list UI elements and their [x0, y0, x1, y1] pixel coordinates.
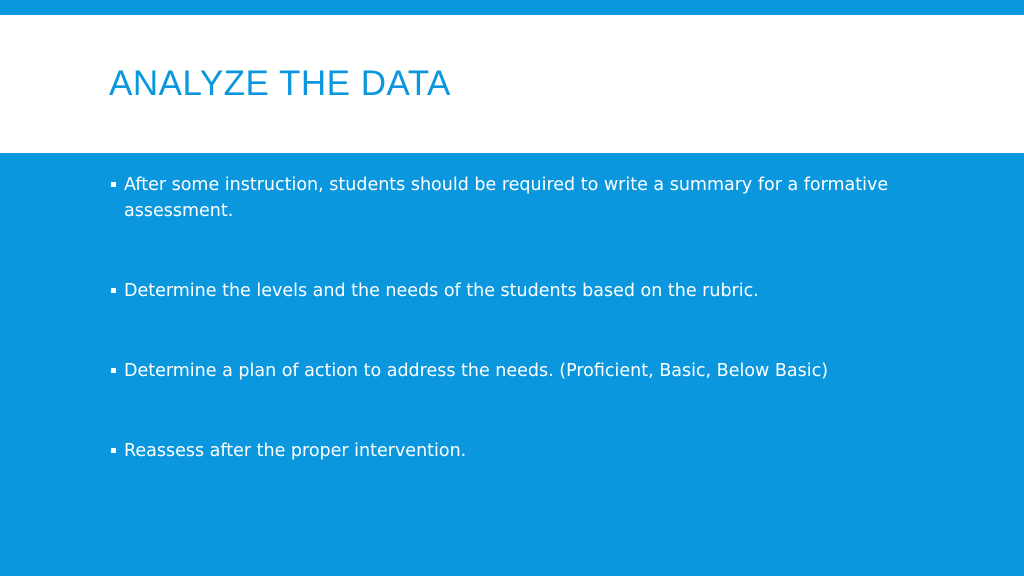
bullet-item	[110, 438, 930, 464]
slide-title: ANALYZE THE DATA	[109, 64, 451, 103]
square-bullet-icon: ▪	[110, 365, 117, 376]
bullet-text: Determine the levels and the needs of the students based on the rubric.	[124, 281, 759, 301]
square-bullet-icon: ▪	[110, 445, 117, 456]
bullet-text: Reassess after the proper intervention.	[124, 441, 467, 461]
bullet-item	[110, 278, 930, 304]
square-bullet-icon: ▪	[110, 285, 117, 296]
bullet-item	[110, 358, 930, 384]
bullet-item	[110, 172, 930, 224]
bullet-text: After some instruction, students should be required to write a summary for a formative assessment.	[124, 175, 889, 221]
bullet-text: Determine a plan of action to address the needs. (Proficient, Basic, Below Basic)	[124, 361, 829, 381]
square-bullet-icon: ▪	[110, 179, 117, 190]
